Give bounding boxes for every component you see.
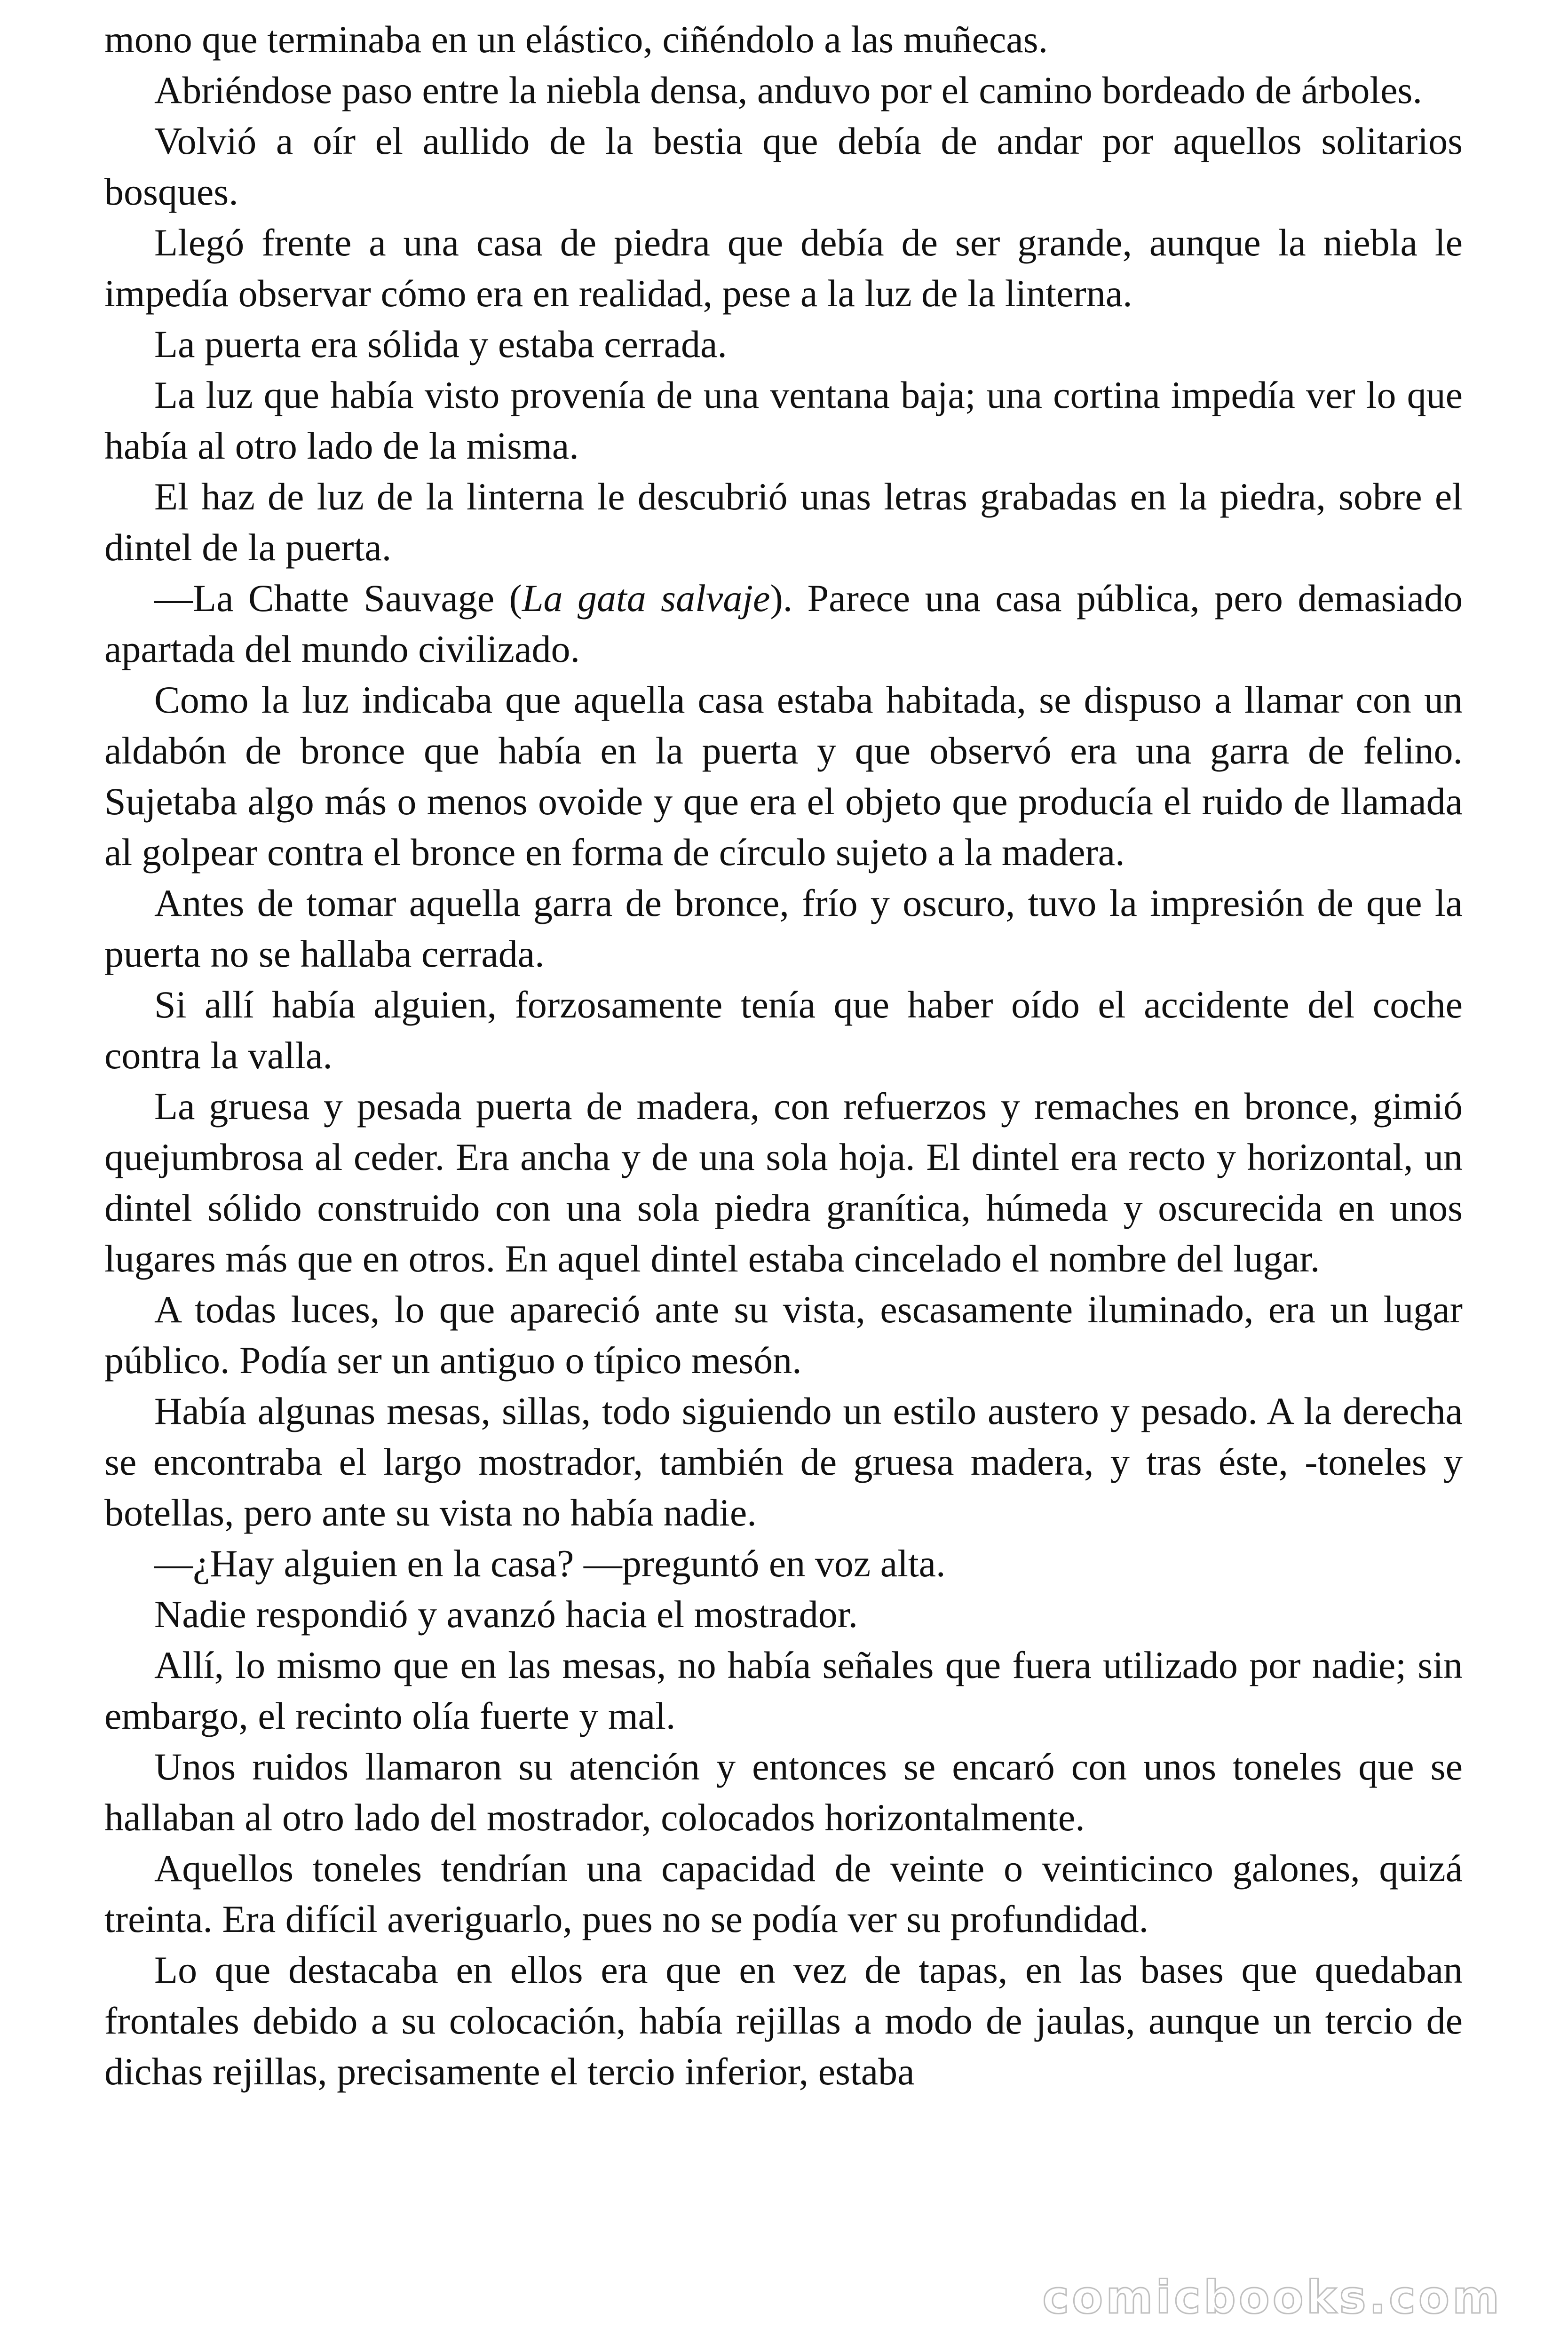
paragraph: mono que terminaba en un elástico, ciñéndolo a las muñecas.	[104, 18, 1048, 61]
watermark: comicbooks.com	[1042, 2271, 1502, 2324]
paragraph: Había algunas mesas, sillas, todo siguiendo un estilo austero y pesado. A la derecha se encontraba el largo mostrador, también de gruesa madera, y tras éste, -toneles y botellas, pero ante su vista no había nadie.	[104, 1390, 1463, 1534]
paragraph: La puerta era sólida y estaba cerrada.	[154, 323, 727, 366]
paragraph: Allí, lo mismo que en las mesas, no había señales que fuera utilizado por nadie; sin embargo, el recinto olía fuerte y mal.	[104, 1644, 1463, 1737]
paragraph: Unos ruidos llamaron su atención y entonces se encaró con unos toneles que se hallaban al otro lado del mostrador, colocados horizontalmente.	[104, 1745, 1463, 1839]
paragraph: —¿Hay alguien en la casa? —preguntó en voz alta.	[154, 1542, 946, 1585]
paragraph: Si allí había alguien, forzosamente tenía que haber oído el accidente del coche contra la valla.	[104, 983, 1463, 1077]
page-body-text	[104, 14, 1463, 2097]
paragraph: La luz que había visto provenía de una ventana baja; una cortina impedía ver lo que había al otro lado de la misma.	[104, 373, 1463, 467]
paragraph: Llegó frente a una casa de piedra que debía de ser grande, aunque la niebla le impedía observar cómo era en realidad, pese a la luz de la linterna.	[104, 221, 1463, 315]
paragraph: Nadie respondió y avanzó hacia el mostrador.	[154, 1593, 858, 1636]
paragraph: Como la luz indicaba que aquella casa estaba habitada, se dispuso a llamar con un aldabón de bronce que había en la puerta y que observó era una garra de felino. Sujetaba algo más o menos ovoide y que era el objeto que producía el ruido de llamada al golpear contra el bronce en forma de círculo sujeto a la madera.	[104, 678, 1463, 874]
paragraph	[104, 573, 1463, 675]
paragraph: Lo que destacaba en ellos era que en vez de tapas, en las bases que quedaban frontales debido a su colocación, había rejillas a modo de jaulas, aunque un tercio de dichas rejillas, precisamente el tercio inferior, estaba	[104, 1948, 1463, 2093]
paragraph: Volvió a oír el aullido de la bestia que debía de andar por aquellos solitarios bosques.	[104, 119, 1463, 213]
paragraph: Aquellos toneles tendrían una capacidad de veinte o veinticinco galones, quizá treinta. Era difícil averiguarlo, pues no se podía ver su profundidad.	[104, 1847, 1463, 1940]
paragraph-text: —La Chatte Sauvage (	[154, 577, 522, 620]
paragraph: El haz de luz de la linterna le descubrió unas letras grabadas en la piedra, sobre el dintel de la puerta.	[104, 475, 1463, 569]
paragraph: Antes de tomar aquella garra de bronce, frío y oscuro, tuvo la impresión de que la puerta no se hallaba cerrada.	[104, 882, 1463, 975]
paragraph-text: ). Parece una casa pública, pero demasiado apartada del mundo civilizado.	[104, 577, 1463, 670]
paragraph: A todas luces, lo que apareció ante su vista, escasamente iluminado, era un lugar público. Podía ser un antiguo o típico mesón.	[104, 1288, 1463, 1382]
paragraph: Abriéndose paso entre la niebla densa, anduvo por el camino bordeado de árboles.	[154, 69, 1422, 111]
paragraph: La gruesa y pesada puerta de madera, con refuerzos y remaches en bronce, gimió quejumbrosa al ceder. Era ancha y de una sola hoja. El dintel era recto y horizontal, un dintel sólido construido con una sola piedra granítica, húmeda y oscurecida en unos lugares más que en otros. En aquel dintel estaba cincelado el nombre del lugar.	[104, 1085, 1463, 1280]
italic-translation: La gata salvaje	[522, 577, 770, 620]
